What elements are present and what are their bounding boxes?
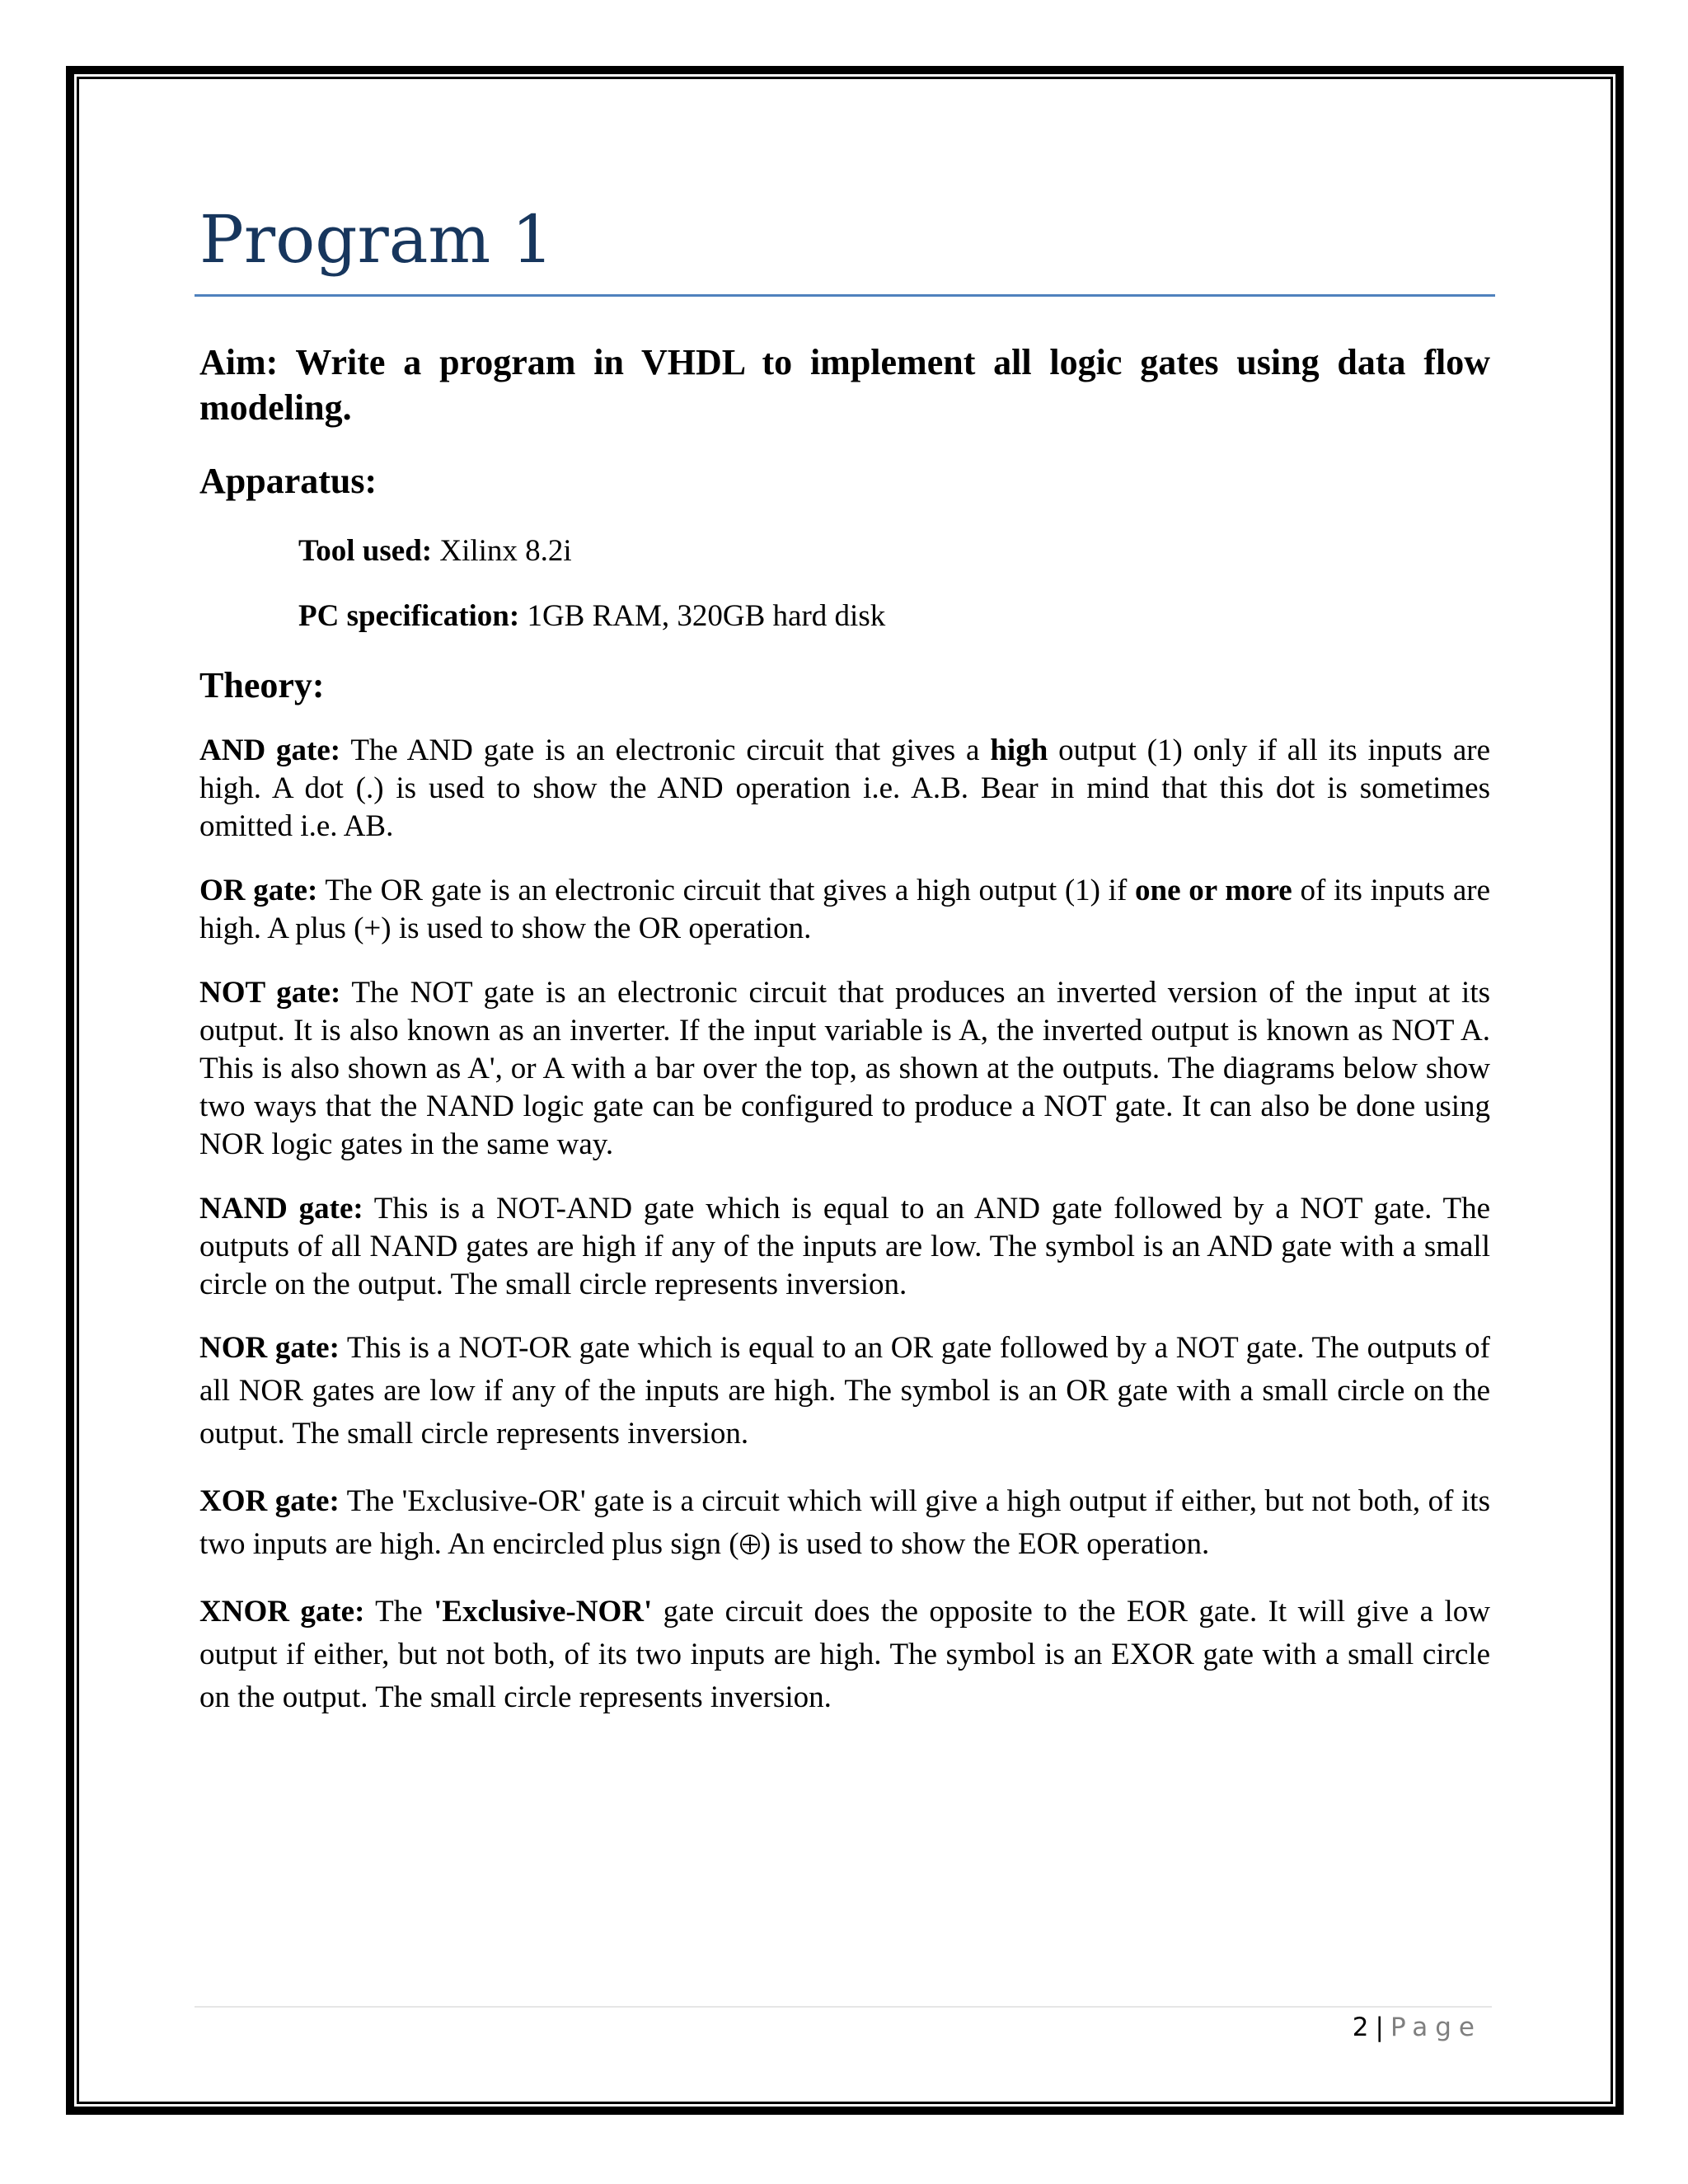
title-underline <box>195 294 1495 297</box>
xnor-gate-text: The <box>364 1595 434 1629</box>
and-gate-emphasis: high <box>990 733 1048 767</box>
nand-gate-text: This is a NOT-AND gate which is equal to an AND gate followed by a NOT gate. The outputs of all NAND gates are high if any of the inputs are low. The symbol is an AND gate with a small circle on the output. The small circle represents inversion. <box>199 1192 1490 1301</box>
xor-gate-paragraph <box>199 1480 1490 1566</box>
tool-used-line <box>298 536 1490 566</box>
xnor-gate-text-cont: gate circuit does the opposite to the EOR gate. It will give a low output if either, but not both, of its two inputs are high. The symbol is an EXOR gate with a small circle on the output. The small circle represents inversion. <box>199 1595 1490 1714</box>
and-gate-label: AND gate: <box>199 733 341 767</box>
apparatus-heading: Apparatus: <box>199 461 377 501</box>
footer-divider <box>195 2006 1492 2008</box>
nand-gate-paragraph <box>199 1190 1490 1304</box>
page-footer <box>1353 2013 1482 2042</box>
nor-gate-paragraph <box>199 1327 1490 1455</box>
not-gate-paragraph <box>199 974 1490 1164</box>
xnor-gate-label: XNOR gate: <box>199 1595 365 1629</box>
not-gate-text: The NOT gate is an electronic circuit that produces an inverted version of the input at its output. It is also known as an inverter. If the input variable is A, the inverted output is known as NOT A. This is also shown as A', or A with a bar over the top, as shown at the outputs. The diagrams below show two ways that the NAND logic gate can be configured to produce a NOT gate. It can also be done using NOR logic gates in the same way. <box>199 976 1491 1161</box>
page-word: Page <box>1390 2013 1482 2042</box>
page-content <box>199 194 1490 1719</box>
xnor-gate-emphasis: 'Exclusive-NOR' <box>434 1595 653 1629</box>
or-gate-label: OR gate: <box>199 874 318 907</box>
tool-used-value: Xilinx 8.2i <box>432 534 572 568</box>
or-gate-emphasis: one or more <box>1135 874 1292 907</box>
theory-heading: Theory: <box>199 665 325 705</box>
xor-gate-label: XOR gate: <box>199 1484 340 1518</box>
tool-used-label: Tool used: <box>298 534 433 568</box>
and-gate-text-cont: output (1) only if all its inputs are high. A dot (.) is used to show the AND operation i.e. A.B. Bear in mind that this dot is sometimes omitted i.e. AB. <box>199 733 1490 843</box>
or-gate-text: The OR gate is an electronic circuit that gives a high output (1) if <box>317 874 1136 907</box>
pc-spec-value: 1GB RAM, 320GB hard disk <box>519 599 886 633</box>
xor-gate-text: The 'Exclusive-OR' gate is a circuit which will give a high output if either, but not both, of its two inputs are high. An encircled plus sign ( <box>199 1484 1490 1561</box>
nand-gate-label: NAND gate: <box>199 1192 363 1226</box>
and-gate-paragraph <box>199 732 1490 846</box>
or-gate-text-cont: of its inputs are high. A plus (+) is used to show the OR operation. <box>199 874 1490 945</box>
pc-spec-label: PC specification: <box>298 599 520 633</box>
pc-spec-line <box>298 601 1490 631</box>
encircled-plus-icon <box>739 1534 761 1555</box>
footer-separator: | <box>1375 2013 1384 2042</box>
xor-gate-text-cont: ) is used to show the EOR operation. <box>760 1527 1210 1561</box>
nor-gate-label: NOR gate: <box>199 1331 340 1365</box>
page-title: Program 1 <box>199 201 554 278</box>
aim-statement: Aim: Write a program in VHDL to implement all logic gates using data flow modeling. <box>199 342 1490 428</box>
and-gate-text: The AND gate is an electronic circuit that gives a <box>340 733 991 767</box>
or-gate-paragraph <box>199 872 1490 948</box>
xnor-gate-paragraph <box>199 1591 1490 1719</box>
page-number: 2 <box>1352 2013 1369 2042</box>
nor-gate-text: This is a NOT-OR gate which is equal to an OR gate followed by a NOT gate. The outputs of all NOR gates are low if any of the inputs are high. The symbol is an OR gate with a small circle on the output. The small circle represents inversion. <box>199 1331 1491 1451</box>
not-gate-label: NOT gate: <box>199 976 341 1010</box>
